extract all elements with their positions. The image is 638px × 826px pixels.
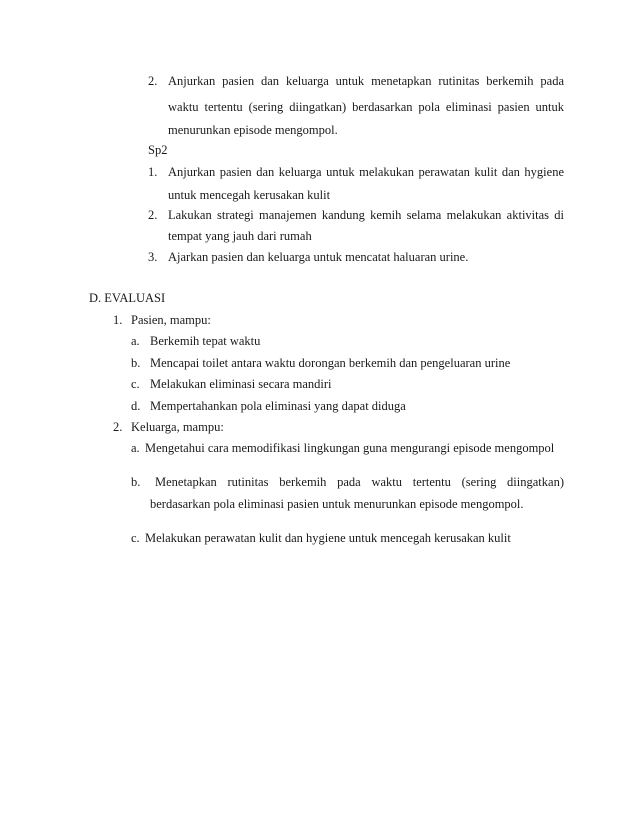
sp2-label: Sp2 [148,143,168,157]
evaluation-item: Melakukan perawatan kulit dan hygiene untuk mencegah kerusakan kulit [145,531,511,545]
item-text-line: Anjurkan pasien dan keluarga untuk melakukan perawatan kulit dan hygiene [168,165,564,179]
item-number: 1. [148,165,158,179]
section-heading-evaluasi: D. EVALUASI [89,291,166,305]
item-letter: c. [131,531,140,545]
item-letter: b. [131,356,141,370]
item-number: 2. [148,74,158,88]
evaluation-item-line: Menetapkan rutinitas berkemih pada waktu tertentu (sering diingatkan) [155,475,564,489]
item-number: 3. [148,250,158,264]
item-text-line: Anjurkan pasien dan keluarga untuk menetapkan rutinitas berkemih pada [168,74,564,88]
evaluation-item: Mempertahankan pola eliminasi yang dapat diduga [150,399,406,413]
group-number: 1. [113,313,123,327]
item-number: 2. [148,208,158,222]
group-number: 2. [113,420,123,434]
evaluation-item: Mencapai toilet antara waktu dorongan berkemih dan pengeluaran urine [150,356,511,370]
item-letter: a. [131,334,140,348]
evaluation-item: Melakukan eliminasi secara mandiri [150,377,332,391]
item-letter: d. [131,399,141,413]
group-label-keluarga: Keluarga, mampu: [131,420,224,434]
item-text-line: Lakukan strategi manajemen kandung kemih selama melakukan aktivitas di [168,208,564,222]
item-text-line: Ajarkan pasien dan keluarga untuk mencatat haluaran urine. [168,250,469,264]
item-text-line: untuk mencegah kerusakan kulit [168,188,331,202]
item-text-line: tempat yang jauh dari rumah [168,229,312,243]
item-text-line: waktu tertentu (sering diingatkan) berdasarkan pola eliminasi pasien untuk [168,100,564,114]
item-letter: b. [131,475,141,489]
evaluation-item: Mengetahui cara memodifikasi lingkungan guna mengurangi episode mengompol [145,441,555,455]
item-letter: a. [131,441,140,455]
item-text-line: menurunkan episode mengompol. [168,123,338,137]
item-letter: c. [131,377,140,391]
group-label-pasien: Pasien, mampu: [131,313,211,327]
evaluation-item: Berkemih tepat waktu [150,334,261,348]
evaluation-item-line: berdasarkan pola eliminasi pasien untuk menurunkan episode mengompol. [150,497,524,511]
